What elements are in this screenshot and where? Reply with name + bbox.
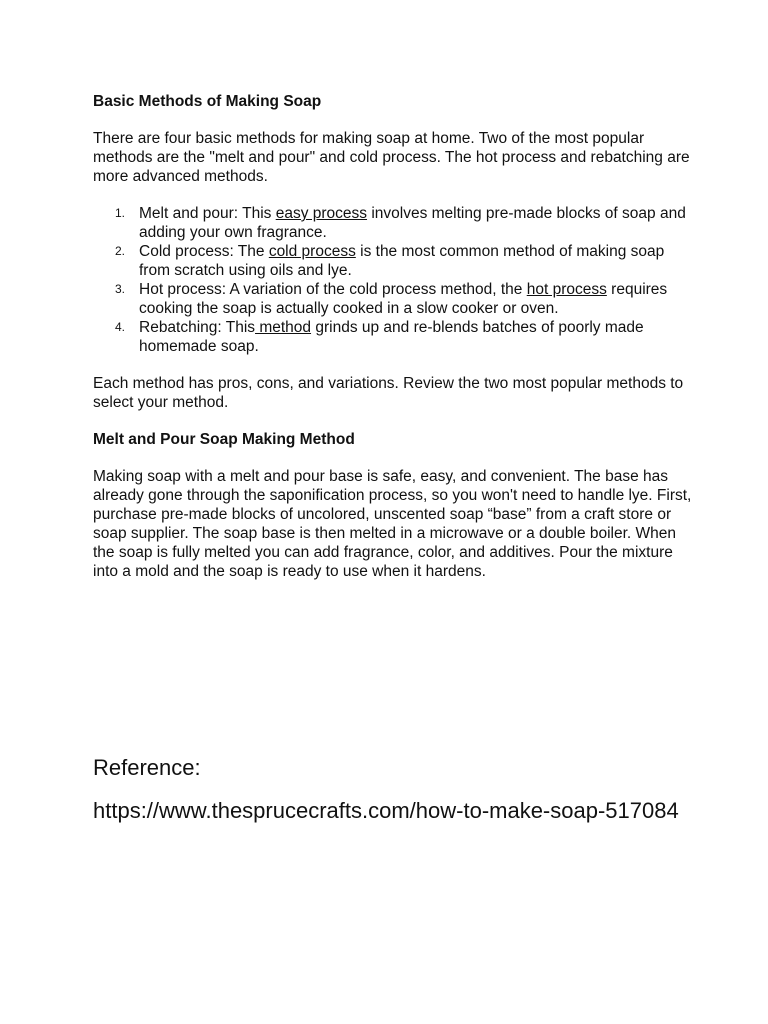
reference-url[interactable]: https://www.thesprucecrafts.com/how-to-make-soap-517084 [93, 798, 679, 823]
list-item [115, 280, 693, 318]
melt-and-pour-paragraph: Making soap with a melt and pour base is safe, easy, and convenient. The base has already gone through the saponification process, so you won't need to handle lye. First, purchase pre-made blocks of uncolored, unscented soap “base” from a craft store or soap supplier. The soap base is then melted in a microwave or a double boiler. When the soap is fully melted you can add fragrance, color, and additives. Pour the mixture into a mold and the soap is ready to use when it hardens. [93, 468, 692, 580]
list-text: requires cooking the soap is actually cooked in a slow cooker or oven. [139, 281, 668, 317]
cold-process-link[interactable]: cold process [268, 243, 356, 260]
reference-label: Reference: [93, 755, 201, 780]
methods-list [93, 204, 693, 356]
list-text: Melt and pour: This [139, 205, 276, 222]
list-number: 2. [115, 244, 126, 258]
list-number: 1. [115, 206, 126, 220]
closing-paragraph: Each method has pros, cons, and variations. Review the two most popular methods to select your method. [93, 375, 684, 411]
list-number: 3. [115, 282, 126, 296]
section-heading-melt-and-pour: Melt and Pour Soap Making Method [93, 431, 355, 448]
list-item [115, 204, 693, 242]
list-number: 4. [115, 320, 126, 334]
method-link[interactable]: method [255, 319, 312, 336]
list-text: Rebatching: This [139, 319, 256, 336]
section-heading-basic-methods: Basic Methods of Making Soap [93, 93, 322, 110]
document-body [93, 92, 693, 599]
list-item [115, 242, 693, 280]
list-text: grinds up and re-blends batches of poorly made homemade soap. [139, 319, 644, 355]
list-item [115, 318, 693, 356]
list-text: Hot process: A variation of the cold process method, the [139, 281, 527, 298]
reference-block [93, 754, 693, 825]
intro-paragraph: There are four basic methods for making soap at home. Two of the most popular methods are the "melt and pour" and cold process. The hot process and rebatching are more advanced methods. [93, 130, 690, 185]
list-text: Cold process: The [139, 243, 269, 260]
list-text: is the most common method of making soap from scratch using oils and lye. [139, 243, 665, 279]
list-text: involves melting pre-made blocks of soap and adding your own fragrance. [139, 205, 686, 241]
hot-process-link[interactable]: hot process [526, 281, 607, 298]
easy-process-link[interactable]: easy process [275, 205, 368, 222]
